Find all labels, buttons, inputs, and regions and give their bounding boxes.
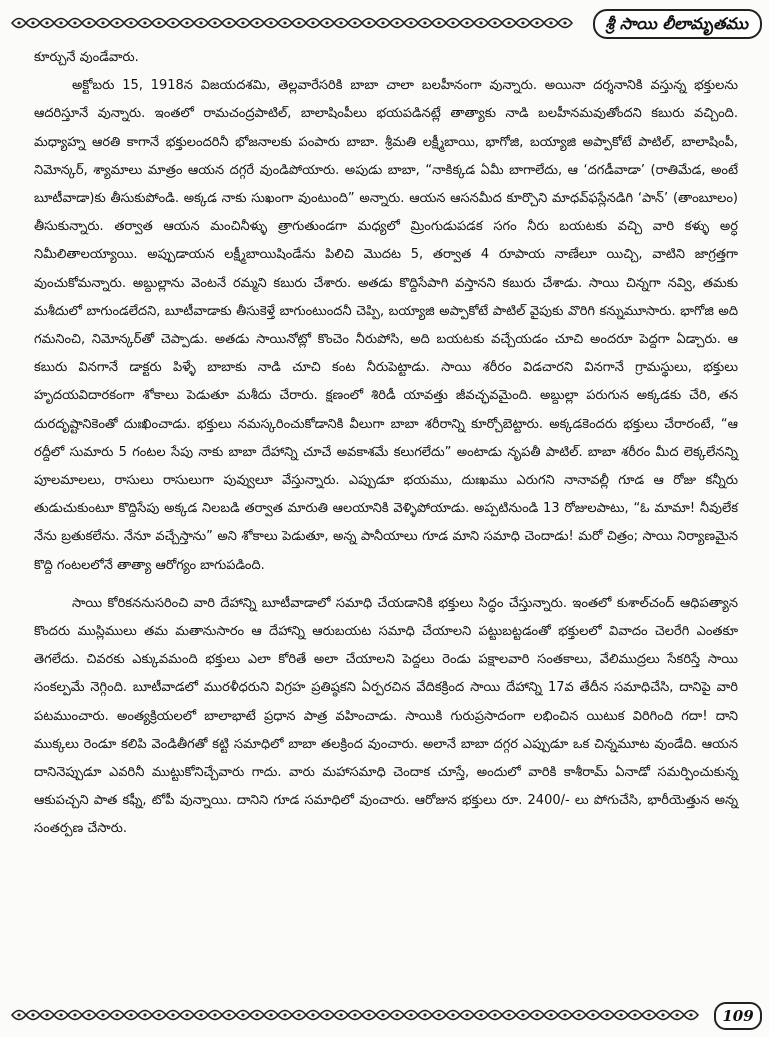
running-title: శ్రీ సాయి లీలామృతము [593, 9, 762, 39]
header-ornament-border [10, 14, 585, 32]
paragraph-samadhi: సాయి కోరికననుసరించి వారి దేహాన్ని బూటీవాడాలో సమాధి చేయడానికి భక్తులు సిద్ధం చేస్తున్నారు. ఇంతలో కుశాల్‌చంద్ ఆధిపత్యాన కొందరు ముస్లిములు తమ మతానుసారం ఆ దేహాన్ని ఆరుబయట సమాధి చేయాలని పట్టుబట్టడంతో భక్తులలో వివాదం చెలరేగి ఎంతకూ తెగలేదు. చివరకు ఎక్కువమంది భక్తులు ఎలా కోరితే అలా చేయాలని పెద్దలు రెండు పక్షాలవారి సంతకాలు, వేలిముద్రలు సేకరిస్తే సాయి సంకల్పమే నెగ్గింది. బూటీవాడలో మురళీధరుని విగ్రహ ప్రతిష్ఠకని ఏర్పరచిన వేదికక్రింద సాయి దేహాన్ని 17వ తేదీన సమాధిచేసి, దానిపై వారి పటముంచారు. అంత్యక్రియలలో బాలాభాటే ప్రధాన పాత్ర వహించాడు. సాయికి గురుప్రసాదంగా లభించిన యిటుక విరిగింది గదా! దాని ముక్కలు రెండూ కలిపి వెండితీగతో కట్టి సమాధిలో బాబా తలక్రింద వుంచారు. అలానే బాబా దగ్గర ఎప్పుడూ ఒక చిన్నమూట వుండేది. ఆయన దానినెప్పుడూ ఎవరినీ ముట్టుకోనిచ్చేవారు గాదు. వారు మహాసమాధి చెందాక చూస్తే, అందులో వారికి కాశీరామ్ ఏనాడో సమర్పించుకున్న ఆకుపచ్చని పాత కఫ్నీ, టోపీ వున్నాయి. దానిని గూడ సమాధిలో వుంచారు. ఆరోజున భక్తులు రూ. 2400/- లు పోగుచేసి, భారీయెత్తున అన్న సంతర్పణ చేసారు. [34, 595, 738, 837]
page-footer [10, 1000, 762, 1030]
footer-ornament-border [10, 1006, 710, 1024]
paragraph-continuation: కూర్చునే వుండేవారు. [34, 50, 139, 65]
page-body [34, 44, 738, 844]
paragraph-baba-nirvana: అక్టోబరు 15, 1918న విజయదశమి, తెల్లవారేసరికి బాబా చాలా బలహీనంగా వున్నారు. అయినా దర్శనానికి వస్తున్న భక్తులను ఆదరిస్తూనే వున్నారు. ఇంతలో రామచంద్రపాటిల్, బాలాషింపీలు భయపడినట్లే తాత్యాకు నాడి బలహీనమవుతోందని కబురు వచ్చింది. మధ్యాహ్న ఆరతి కాగానే భక్తులందరినీ భోజనాలకు పంపారు బాబా. శ్రీమతి లక్ష్మీబాయి, భాగోజి, బయ్యాజి అప్పాకోటే పాటిల్, బాలాషింపీ, నిమోన్కర్, శ్యామాలు మాత్రం ఆయన దగ్గరే వుండిపోయారు. అపుడు బాబా, “నాకిక్కడ ఏమీ బాగాలేదు, ఆ ‘దగడీవాడా’ (రాతిమేడ, అంటే బూటీవాడా)కు తీసుకుపోండి. అక్కడ నాకు సుఖంగా వుంటుంది” అన్నారు. ఆయన ఆసనమీద కూర్చొని మాధవ్‌ఫస్లేనడిగి ‘పాన్’ (తాంబూలం) తీసుకున్నారు. తర్వాత ఆయన మంచినీళ్ళు త్రాగుతుండగా మధ్యలో మ్రింగుడుపడక సగం నీరు బయటకు వచ్చి వారి కళ్ళు అర్ధ నిమీలితాలయ్యాయి. అప్పుడాయన లక్ష్మీబాయిషిండేను పిలిచి మొదట 5, తర్వాత 4 రూపాయ నాణేలూ యిచ్చి, వాటిని జాగ్రత్తగా వుంచుకోమన్నారు. అబ్దుల్లాను వెంటనే రమ్మని కబురు చేశారు. అతడు కొద్దిసేపాగి వస్తానని కబురు చేశాడు. సాయి చిన్నగా నవ్వి, తమకు మశీదులో బాగుండలేదని, బూటీవాడాకు తీసుకెళ్తే బాగుంటుందనీ చెప్పి, బయ్యాజి అప్పాకోటే పాటిల్ వైపుకు వొరిగి కన్నుమూసారు. భాగోజి అది గమనించి, నిమోన్కర్‌తో చెప్పాడు. అతడు సాయినోట్లో కొంచెం నీరుపోసి, అది బయటకు వచ్చేయడం చూచి అందరూ పెద్దగా ఏడ్చారు. ఆ కబురు వినగానే డాక్టరు పిళ్ళే బాబాకు నాడి చూచి కంట నీరుపెట్టాడు. సాయి శరీరం విడచారని వినగానే గ్రామస్థులు, భక్తులు హృదయవిదారకంగా శోకాలు పెడుతూ మశీదు చేరారు. క్షణంలో శిరిడీ యావత్తు జీవచ్ఛవమైంది. అబ్దుల్లా పరుగున అక్కడకు చేరి, తన దురదృష్టానికెంతో దుఃఖించాడు. భక్తులు నమస్కరించుకోడానికి వీలుగా బాబా శరీరాన్ని కూర్చోబెట్టారు. అక్కడకెందరు భక్తులు చేరారంటే, “ఆ రద్దీలో సుమారు 5 గంటల సేపు నాకు బాబా దేహాన్ని చూచే అవకాశమే కలుగలేదు” అంటాడు నృపతీ పాటిల్. బాబా శరీరం మీద లెక్కలేనన్ని పూలమాలలు, రాసులు రాసులుగా పువ్వులూ వేస్తున్నారు. ఎప్పుడూ భయము, దుఃఖము ఎరుగని నానావల్లీ గూడ ఆ రోజు కన్నీరు తుడుచుకుంటూ కొద్దిసేపు అక్కడ నిలబడి తర్వాత మారుతి ఆలయానికి వెళ్ళిపోయాడు. అప్పటినుండి 13 రోజులపాటు, “ఓ మామా! నీవులేక నేను బ్రతుకలేను. నేనూ వచ్చేస్తాను” అని శోకాలు పెడుతూ, అన్న పానీయాలు గూడ మాని సమాధి చెందాడు! మరో చిత్రం; సాయి నిర్యాణమైన కొద్ది గంటలలోనే తాత్యా ఆరోగ్యం బాగుపడింది. [34, 78, 738, 573]
page-header [10, 8, 762, 38]
page-number: 109 [714, 1002, 762, 1030]
